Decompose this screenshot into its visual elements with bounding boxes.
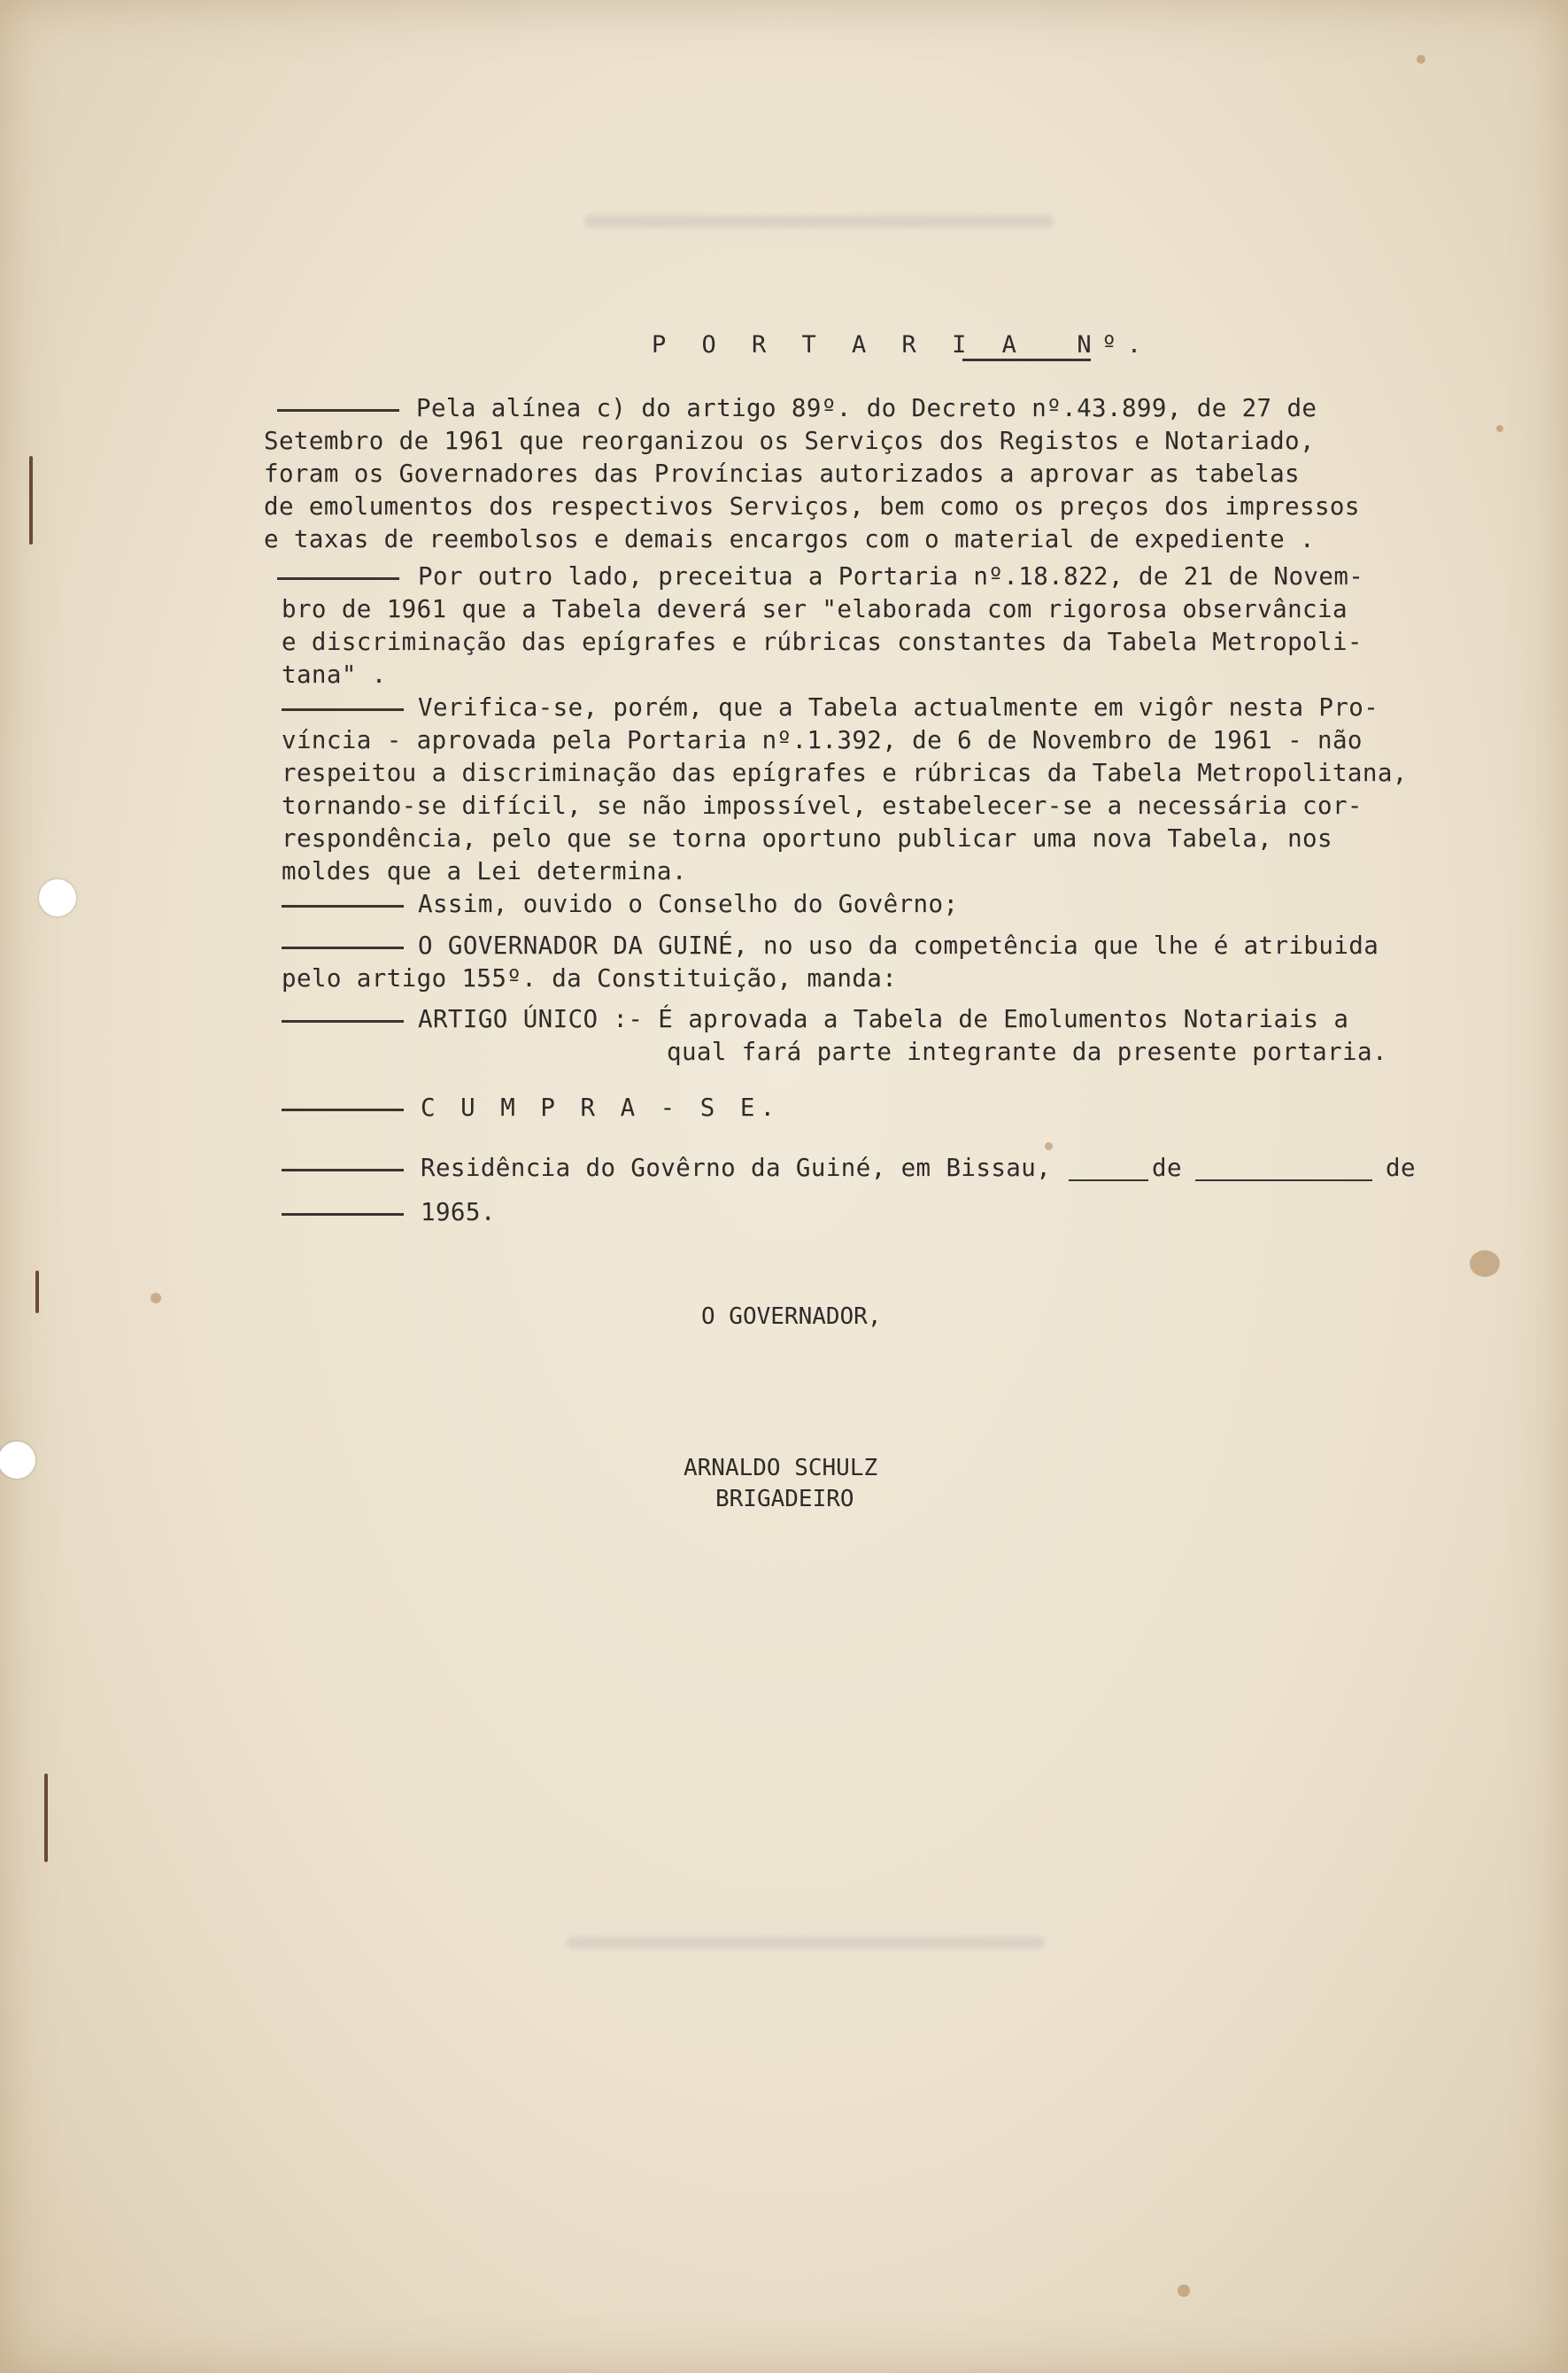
paragraph-dash [282,708,404,711]
paragraph-3-line-2: víncia - aprovada pela Portaria nº.1.392, de 6 de Novembro de 1961 - não [282,726,1363,754]
paragraph-1-line-3: foram os Governadores das Províncias autorizados a aprovar as tabelas [264,460,1300,488]
paragraph-dash [282,1213,404,1216]
paragraph-3-line-3: respeitou a discriminação das epígrafes e rúbricas da Tabela Metropolitana, [282,759,1408,787]
foxing-spot [1470,1250,1500,1277]
paragraph-3-line-4: tornando-se difícil, se não impossível, estabelecer-se a necessária cor- [282,792,1363,820]
foxing-spot [1496,425,1503,432]
paragraph-3-line-5: respondência, pelo que se torna oportuno publicar uma nova Tabela, nos [282,824,1332,853]
paragraph-3-line-1: Verifica-se, porém, que a Tabela actualmente em vigôr nesta Pro- [418,693,1379,722]
paragraph-1-line-5: e taxas de reembolsos e demais encargos com o material de expediente . [264,525,1315,553]
paragraph-dash [282,1109,404,1111]
paragraph-dash [277,409,399,412]
foxing-spot [1178,2284,1190,2297]
day-blank [1069,1179,1148,1181]
paragraph-6-line-2: qual fará parte integrante da presente portaria. [667,1038,1387,1066]
place-line: Residência do Govêrno da Guiné, em Bissau, [421,1154,1052,1182]
signatory-rank: BRIGADEIRO [715,1486,854,1512]
foxing-spot [1045,1142,1053,1150]
paragraph-1-line-1: Pela alínea c) do artigo 89º. do Decreto nº.43.899, de 27 de [416,394,1317,422]
paragraph-3-line-6: moldes que a Lei determina. [282,857,687,885]
paragraph-5-line-1: O GOVERNADOR DA GUINÉ, no uso da competência que lhe é atribuida [418,931,1379,960]
paragraph-2-line-1: Por outro lado, preceitua a Portaria nº.18.822, de 21 de Novem- [418,562,1364,591]
paragraph-dash [277,577,399,580]
paragraph-4-line-1: Assim, ouvido o Conselho do Govêrno; [418,890,959,918]
paragraph-dash [282,947,404,949]
closing-title: O GOVERNADOR, [701,1303,882,1330]
paragraph-2-line-3: e discriminação das epígrafes e rúbricas constantes da Tabela Metropoli- [282,628,1363,656]
date-word-de-1: de [1152,1154,1182,1182]
signatory-name: ARNALDO SCHULZ [684,1455,878,1481]
paragraph-5-line-2: pelo artigo 155º. da Constituição, manda: [282,964,898,993]
portaria-number-blank [962,359,1091,361]
paragraph-dash [282,1169,404,1171]
paragraph-2-line-4: tana" . [282,661,387,689]
smudge-bottom [567,1936,1045,1949]
paper-tear-mark [44,1774,48,1862]
document-title: P O R T A R I A Nº. [652,331,1153,359]
paragraph-6-line-1: ARTIGO ÚNICO :- É aprovada a Tabela de Emolumentos Notariais a [418,1005,1349,1033]
paper-tear-mark [35,1271,39,1313]
foxing-spot [1417,55,1425,64]
cumpra-se: C U M P R A - S E. [421,1094,781,1122]
paragraph-2-line-2: bro de 1961 que a Tabela deverá ser "elaborada com rigorosa observância [282,595,1348,623]
year-line: 1965. [421,1198,496,1226]
paragraph-dash [282,1020,404,1023]
month-blank [1195,1179,1372,1181]
punch-hole-lower [0,1442,35,1479]
paper-tear-mark [29,456,33,545]
paragraph-1-line-4: de emolumentos dos respectivos Serviços, bem como os preços dos impressos [264,492,1360,521]
foxing-spot [151,1293,161,1303]
smudge-top [584,215,1054,228]
punch-hole-upper [39,879,76,916]
date-word-de-2: de [1386,1154,1416,1182]
paragraph-1-line-2: Setembro de 1961 que reorganizou os Serviços dos Registos e Notariado, [264,427,1315,455]
paragraph-dash [282,905,404,908]
